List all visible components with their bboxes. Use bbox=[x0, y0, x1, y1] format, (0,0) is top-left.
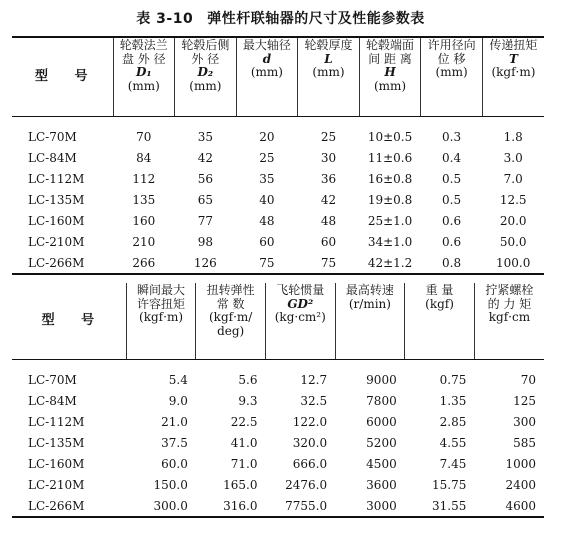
value-cell: 40 bbox=[259, 192, 275, 207]
value-cell: 42 bbox=[197, 150, 213, 165]
model-cell: LC-135M bbox=[28, 192, 85, 207]
value-cell: 15.75 bbox=[431, 477, 467, 492]
header-label-line: 重 量 bbox=[425, 283, 454, 297]
value-cell: 0.6 bbox=[442, 213, 462, 228]
model-column-header: 型 号 bbox=[12, 283, 126, 360]
header-symbol: L bbox=[324, 51, 333, 66]
value-cell: 4.55 bbox=[439, 435, 467, 450]
value-cell: 70 bbox=[520, 372, 536, 387]
header-label-line: 最高转速 bbox=[345, 283, 394, 297]
value-cell: 31.55 bbox=[431, 498, 467, 513]
value-cell: 30 bbox=[320, 150, 337, 165]
caption-number: 表 3-10 bbox=[136, 11, 194, 27]
column-header bbox=[175, 37, 237, 117]
value-cell: 4600 bbox=[505, 498, 536, 513]
header-symbol: H bbox=[384, 65, 396, 79]
model-column-header: 型 号 bbox=[12, 37, 113, 117]
model-cell: LC-160M bbox=[28, 456, 85, 471]
header-unit: (kg·cm²) bbox=[274, 310, 326, 324]
header-label-line: 飞轮惯量 bbox=[276, 283, 325, 297]
value-cell: 135 bbox=[132, 192, 156, 207]
value-cell: 0.6 bbox=[442, 234, 462, 249]
table-caption bbox=[0, 8, 561, 28]
value-cell: 150.0 bbox=[153, 477, 188, 492]
value-cell: 1.35 bbox=[439, 393, 467, 408]
header-label-line: 间 距 离 bbox=[368, 51, 412, 66]
value-cell: 77 bbox=[197, 213, 213, 228]
value-cell: 585 bbox=[513, 435, 536, 450]
value-cell: 22.5 bbox=[230, 414, 258, 429]
model-cell: LC-84M bbox=[28, 393, 77, 408]
value-cell: 36 bbox=[320, 171, 337, 186]
table-row bbox=[12, 168, 544, 189]
column-header bbox=[236, 37, 298, 117]
value-cell: 122.0 bbox=[292, 414, 328, 429]
model-cell: LC-70M bbox=[28, 372, 77, 387]
header-label-line: 轮毂端面 bbox=[366, 38, 415, 52]
value-cell: 165.0 bbox=[223, 477, 258, 492]
table-row bbox=[12, 189, 544, 210]
value-cell: 84 bbox=[136, 150, 152, 165]
value-cell: 25 bbox=[259, 150, 275, 165]
header-unit: kgf·cm bbox=[488, 310, 531, 324]
header-unit: (mm) bbox=[127, 78, 160, 93]
table-row bbox=[12, 117, 544, 148]
value-cell: 50.0 bbox=[499, 234, 527, 249]
dimensions-table bbox=[12, 36, 544, 275]
table-row bbox=[12, 453, 544, 474]
dimensions-table-header-row bbox=[12, 37, 544, 117]
value-cell: 7800 bbox=[366, 393, 397, 408]
value-cell: 19±0.8 bbox=[367, 192, 413, 207]
value-cell: 37.5 bbox=[161, 435, 188, 450]
table-row bbox=[12, 231, 544, 252]
value-cell: 5.4 bbox=[168, 372, 188, 387]
value-cell: 25 bbox=[320, 129, 337, 144]
header-symbol: GD² bbox=[287, 296, 314, 311]
value-cell: 60.0 bbox=[161, 456, 188, 471]
value-cell: 21.0 bbox=[161, 414, 188, 429]
value-cell: 666.0 bbox=[292, 456, 328, 471]
model-cell: LC-266M bbox=[28, 498, 85, 513]
value-cell: 20 bbox=[259, 129, 275, 144]
value-cell: 0.3 bbox=[442, 129, 462, 144]
value-cell: 1.8 bbox=[503, 129, 523, 144]
value-cell: 5200 bbox=[366, 435, 397, 450]
value-cell: 2.85 bbox=[439, 414, 467, 429]
header-label-line: 轮毂厚度 bbox=[304, 38, 353, 52]
header-unit: (kgf) bbox=[425, 296, 454, 311]
dimensions-table-body bbox=[12, 117, 544, 275]
model-cell: LC-84M bbox=[28, 150, 77, 165]
column-header bbox=[474, 283, 544, 360]
value-cell: 300 bbox=[513, 414, 536, 429]
header-label-line: 拧紧螺栓 bbox=[485, 283, 534, 297]
value-cell: 12.5 bbox=[499, 192, 527, 207]
header-symbol: D₁ bbox=[135, 65, 152, 79]
value-cell: 11±0.6 bbox=[367, 150, 413, 165]
value-cell: 316.0 bbox=[223, 498, 258, 513]
header-unit: (mm) bbox=[373, 78, 407, 93]
value-cell: 48 bbox=[259, 213, 275, 228]
value-cell: 0.5 bbox=[442, 192, 462, 207]
column-header bbox=[113, 37, 175, 117]
value-cell: 126 bbox=[193, 255, 217, 270]
column-header bbox=[265, 283, 335, 360]
value-cell: 75 bbox=[320, 255, 337, 270]
column-header bbox=[298, 37, 360, 117]
table-row bbox=[12, 474, 544, 495]
value-cell: 10±0.5 bbox=[367, 129, 413, 144]
value-cell: 41.0 bbox=[230, 435, 258, 450]
header-label-line: 轮毂后侧 bbox=[181, 38, 230, 52]
value-cell: 42 bbox=[320, 192, 337, 207]
table-row bbox=[12, 360, 544, 391]
value-cell: 60 bbox=[259, 234, 275, 249]
value-cell: 9000 bbox=[366, 372, 397, 387]
header-label-line: 轮毂法兰 bbox=[119, 38, 168, 52]
value-cell: 98 bbox=[197, 234, 213, 249]
table-row bbox=[12, 210, 544, 231]
value-cell: 100.0 bbox=[496, 255, 531, 270]
header-unit: (kgf·m) bbox=[491, 65, 536, 79]
value-cell: 266 bbox=[132, 255, 156, 270]
value-cell: 1000 bbox=[505, 456, 536, 471]
model-cell: LC-160M bbox=[28, 213, 85, 228]
value-cell: 70 bbox=[136, 129, 152, 144]
header-label-line: 瞬间最大 bbox=[137, 283, 186, 297]
header-unit: (kgf·m) bbox=[139, 310, 183, 324]
table-row bbox=[12, 390, 544, 411]
model-cell: LC-266M bbox=[28, 255, 85, 270]
value-cell: 7.45 bbox=[439, 456, 467, 471]
value-cell: 12.7 bbox=[300, 372, 328, 387]
value-cell: 9.3 bbox=[238, 393, 258, 408]
column-header bbox=[482, 37, 544, 117]
header-label-line: 最大轴径 bbox=[242, 38, 291, 52]
header-label-line: 盘 外 径 bbox=[121, 51, 166, 66]
value-cell: 0.5 bbox=[442, 171, 462, 186]
value-cell: 4500 bbox=[366, 456, 397, 471]
value-cell: 60 bbox=[320, 234, 337, 249]
value-cell: 71.0 bbox=[230, 456, 258, 471]
performance-table-body bbox=[12, 360, 544, 518]
value-cell: 112 bbox=[132, 171, 156, 186]
value-cell: 6000 bbox=[366, 414, 397, 429]
model-cell: LC-112M bbox=[28, 171, 85, 186]
model-cell: LC-70M bbox=[28, 129, 77, 144]
value-cell: 75 bbox=[259, 255, 275, 270]
value-cell: 3.0 bbox=[503, 150, 523, 165]
column-header bbox=[405, 283, 475, 360]
value-cell: 7.0 bbox=[503, 171, 523, 186]
header-unit: (mm) bbox=[435, 65, 468, 79]
caption-title: 弹性杆联轴器的尺寸及性能参数表 bbox=[207, 11, 425, 27]
value-cell: 320.0 bbox=[292, 435, 328, 450]
value-cell: 9.0 bbox=[168, 393, 188, 408]
value-cell: 35 bbox=[197, 129, 213, 144]
header-label-line: 传递扭矩 bbox=[489, 38, 538, 52]
header-unit: (r/min) bbox=[348, 296, 391, 311]
model-cell: LC-210M bbox=[28, 477, 85, 492]
value-cell: 42±1.2 bbox=[367, 255, 413, 270]
header-label-line: 常 数 bbox=[216, 296, 245, 311]
header-label-line: (kgf·m/ bbox=[209, 310, 253, 324]
column-header bbox=[359, 37, 421, 117]
value-cell: 2476.0 bbox=[285, 477, 328, 492]
value-cell: 2400 bbox=[505, 477, 536, 492]
value-cell: 16±0.8 bbox=[367, 171, 413, 186]
value-cell: 32.5 bbox=[300, 393, 328, 408]
model-cell: LC-135M bbox=[28, 435, 85, 450]
table-row bbox=[12, 252, 544, 274]
value-cell: 125 bbox=[513, 393, 536, 408]
table-row bbox=[12, 411, 544, 432]
value-cell: 5.6 bbox=[238, 372, 258, 387]
value-cell: 65 bbox=[197, 192, 213, 207]
value-cell: 210 bbox=[132, 234, 156, 249]
value-cell: 7755.0 bbox=[285, 498, 328, 513]
header-symbol: d bbox=[262, 51, 272, 66]
header-label-line: 扭转弹性 bbox=[206, 283, 255, 297]
header-label-line: 的 力 矩 bbox=[487, 296, 532, 311]
value-cell: 25±1.0 bbox=[367, 213, 413, 228]
header-label-line: deg) bbox=[217, 323, 245, 338]
table-row bbox=[12, 432, 544, 453]
value-cell: 3000 bbox=[366, 498, 397, 513]
value-cell: 56 bbox=[197, 171, 213, 186]
value-cell: 300.0 bbox=[153, 498, 188, 513]
value-cell: 48 bbox=[320, 213, 337, 228]
model-cell: LC-210M bbox=[28, 234, 85, 249]
header-symbol: T bbox=[508, 51, 518, 66]
value-cell: 34±1.0 bbox=[367, 234, 413, 249]
header-label-line: 外 径 bbox=[191, 51, 220, 66]
column-header bbox=[335, 283, 405, 360]
header-label-line: 许用径向 bbox=[427, 38, 476, 52]
table-row bbox=[12, 495, 544, 517]
value-cell: 0.75 bbox=[439, 372, 467, 387]
header-label-line: 位 移 bbox=[437, 51, 466, 66]
value-cell: 35 bbox=[259, 171, 275, 186]
value-cell: 20.0 bbox=[499, 213, 527, 228]
performance-table-header-row bbox=[12, 283, 544, 360]
value-cell: 0.8 bbox=[442, 255, 462, 270]
model-cell: LC-112M bbox=[28, 414, 85, 429]
header-unit: (mm) bbox=[312, 65, 345, 79]
column-header bbox=[126, 283, 196, 360]
header-unit: (mm) bbox=[189, 78, 222, 93]
value-cell: 0.4 bbox=[442, 150, 462, 165]
header-unit: (mm) bbox=[250, 65, 283, 79]
header-symbol: D₂ bbox=[197, 65, 214, 79]
header-label-line: 许容扭矩 bbox=[137, 296, 186, 311]
table-row bbox=[12, 147, 544, 168]
value-cell: 160 bbox=[132, 213, 156, 228]
column-header bbox=[196, 283, 266, 360]
column-header bbox=[421, 37, 483, 117]
value-cell: 3600 bbox=[366, 477, 397, 492]
performance-table bbox=[12, 283, 544, 518]
